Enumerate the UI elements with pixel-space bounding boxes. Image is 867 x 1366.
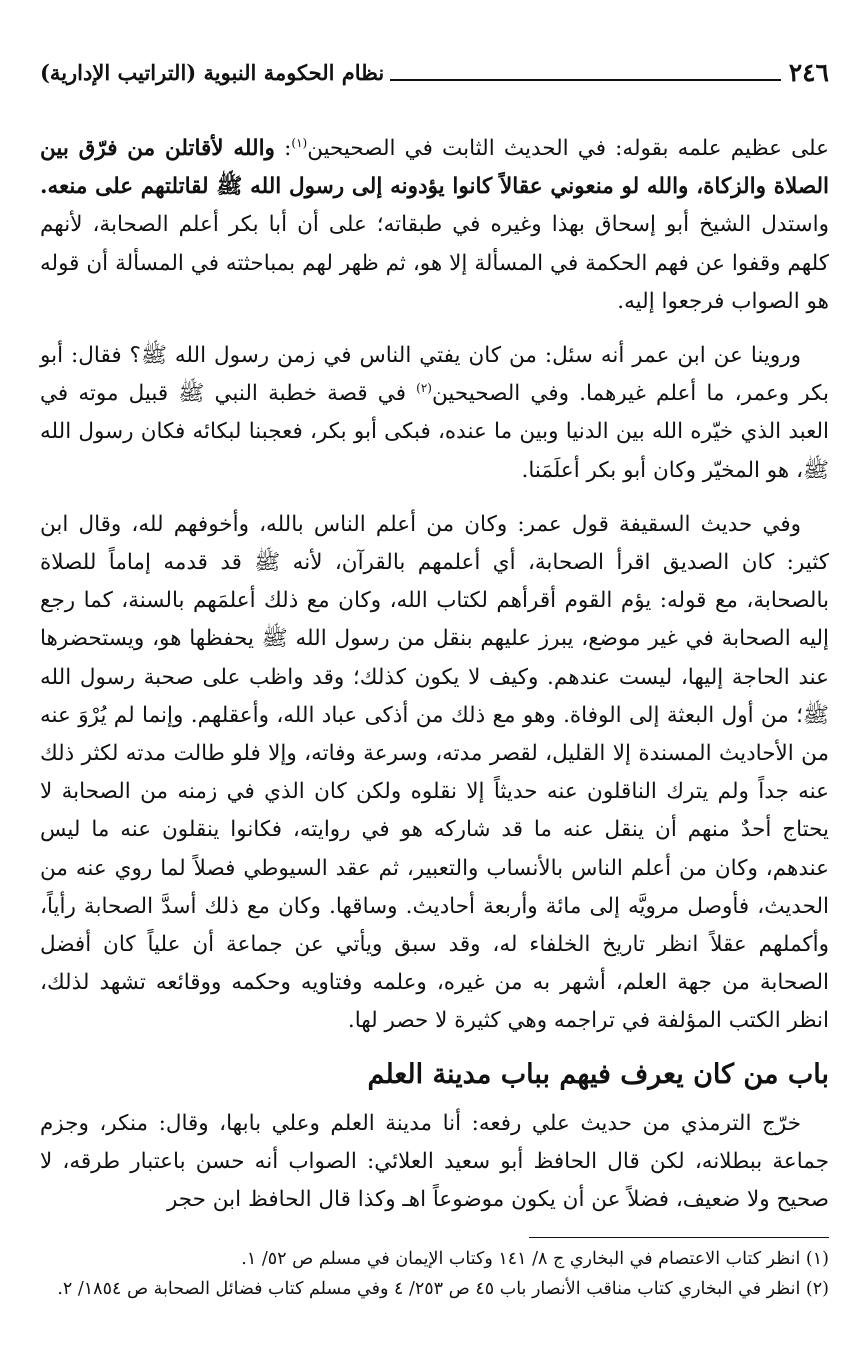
footnote-1: (١) انظر كتاب الاعتصام في البخاري ج ٨/ ١٤١ وكتاب الإيمان في مسلم ص ٥٢/ ١. bbox=[241, 1249, 829, 1269]
paragraph-2-rest: في قصة خطبة النبي ﷺ قبيل موته في العبد الذي خيّره الله بين الدنيا وبين ما عنده، فبكى أبو بكر، فعجبنا لبكائه فكان رسول الله ﷺ، هو المخيّر وكان أبو بكر أعلَمَنا. bbox=[40, 381, 829, 483]
page-header bbox=[40, 58, 829, 88]
footnote-2: (٢) انظر في البخاري كتاب مناقب الأنصار باب ٤٥ ص ٢٥٣/ ٤ وفي مسلم كتاب فضائل الصحابة ص ١٨٥٤/ ٢. bbox=[57, 1279, 829, 1299]
footnote-ref-2: (٢) bbox=[416, 381, 432, 396]
paragraph-1-colon: : bbox=[274, 136, 292, 161]
paragraph-1 bbox=[40, 130, 829, 321]
paragraph-2 bbox=[40, 337, 829, 490]
header-rule bbox=[390, 79, 780, 81]
page-number: ٢٤٦ bbox=[788, 58, 829, 87]
footnotes bbox=[40, 1237, 829, 1304]
paragraph-2-intro: وروينا عن ابن عمر أنه سئل: من كان يفتي الناس في زمن رسول الله ﷺ؟ فقال: أبو بكر وعمر، ما أعلم غيرهما. وفي الصحيحين bbox=[40, 343, 829, 407]
paragraph-3: وفي حديث السقيفة قول عمر: وكان من أعلم الناس بالله، وأخوفهم لله، وقال ابن كثير: كان الصديق اقرأ الصحابة، أي أعلمهم بالقرآن، لأنه ﷺ قد قدمه إماماً للصلاة بالصحابة، مع قوله: يؤم القوم أقرأهم لكتاب الله، وكان مع ذلك أعلمَهم بالسنة، كما رجع إليه الصحابة في غير موضع، يبرز عليهم بنقل من رسول الله ﷺ يحفظها هو، ويستحضرها عند الحاجة إليها، ليست عندهم. وكيف لا يكون كذلك؛ وقد واظب على صحبة رسول الله ﷺ؛ من أول البعثة إلى الوفاة. وهو مع ذلك من أذكى عباد الله، وأعقلهم. وإنما لم يُرْوَ عنه من الأحاديث المسندة إلا القليل، لقصر مدته، وسرعة وفاته، وإلا فلو طالت مدته لكثر ذلك عنه جداً ولم يترك الناقلون عنه حديثاً إلا نقلوه ولكن كان الذي في زمنه من الصحابة لا يحتاج أحدٌ منهم أن ينقل عنه ما قد شاركه هو في روايته، فكانوا ينقلون عنه ما ليس عندهم، وكان من أعلم الناس بالأنساب والتعبير، ثم عقد السيوطي فصلاً لما روي عنه من الحديث، فأوصل مرويَّه إلى مائة وأربعة أحاديث. وساقها. وكان مع ذلك أسدَّ الصحابة رأياً، وأكملهم عقلاً انظر تاريخ الخلفاء له، وقد سبق ويأتي عن جماعة أن علياً كان أفضل الصحابة من جهة العلم، أشهر به من غيره، وعلمه وفتاويه وحكمه ووقائعه تشهد لذلك، انظر الكتب المؤلفة في تراجمه وهي كثيرة لا حصر لها. bbox=[40, 511, 829, 1034]
footnote-rule bbox=[529, 1237, 829, 1238]
paragraph-1-rest: واستدل الشيخ أبو إسحاق بهذا وغيره في طبقاته؛ على أن أبا بكر أعلم الصحابة، لأنهم كلهم وقفوا عن فهم الحكمة في المسألة إلا هو، ثم ظهر لهم بمباحثته في المسألة أن قوله هو الصواب فرجعوا إليه. bbox=[40, 212, 829, 314]
body-text bbox=[40, 130, 829, 1219]
footnote-ref-1: (١) bbox=[291, 135, 308, 150]
paragraph-4: خرّج الترمذي من حديث علي رفعه: أنا مدينة العلم وعلي بابها، وقال: منكر، وجزم جماعة ببطلانه، لكن قال الحافظ أبو سعيد العلائي: الصواب أنه حسن باعتبار طرقه، لا صحيح ولا ضعيف، فضلاً عن أن يكون موضوعاً اهـ وكذا قال الحافظ ابن حجر bbox=[40, 1110, 829, 1213]
running-title: نظام الحكومة النبوية (التراتيب الإدارية) bbox=[40, 60, 385, 85]
paragraph-1-intro: على عظيم علمه بقوله: في الحديث الثابت في الصحيحين bbox=[307, 136, 830, 161]
hadith-quote: والله لأقاتلن من فرّق بين الصلاة والزكاة، والله لو منعوني عقالاً كانوا يؤدونه إلى رسول الله ﷺ لقاتلتهم على منعه. bbox=[40, 136, 829, 200]
section-heading: باب من كان يعرف فيهم بباب مدينة العلم bbox=[367, 1058, 829, 1090]
